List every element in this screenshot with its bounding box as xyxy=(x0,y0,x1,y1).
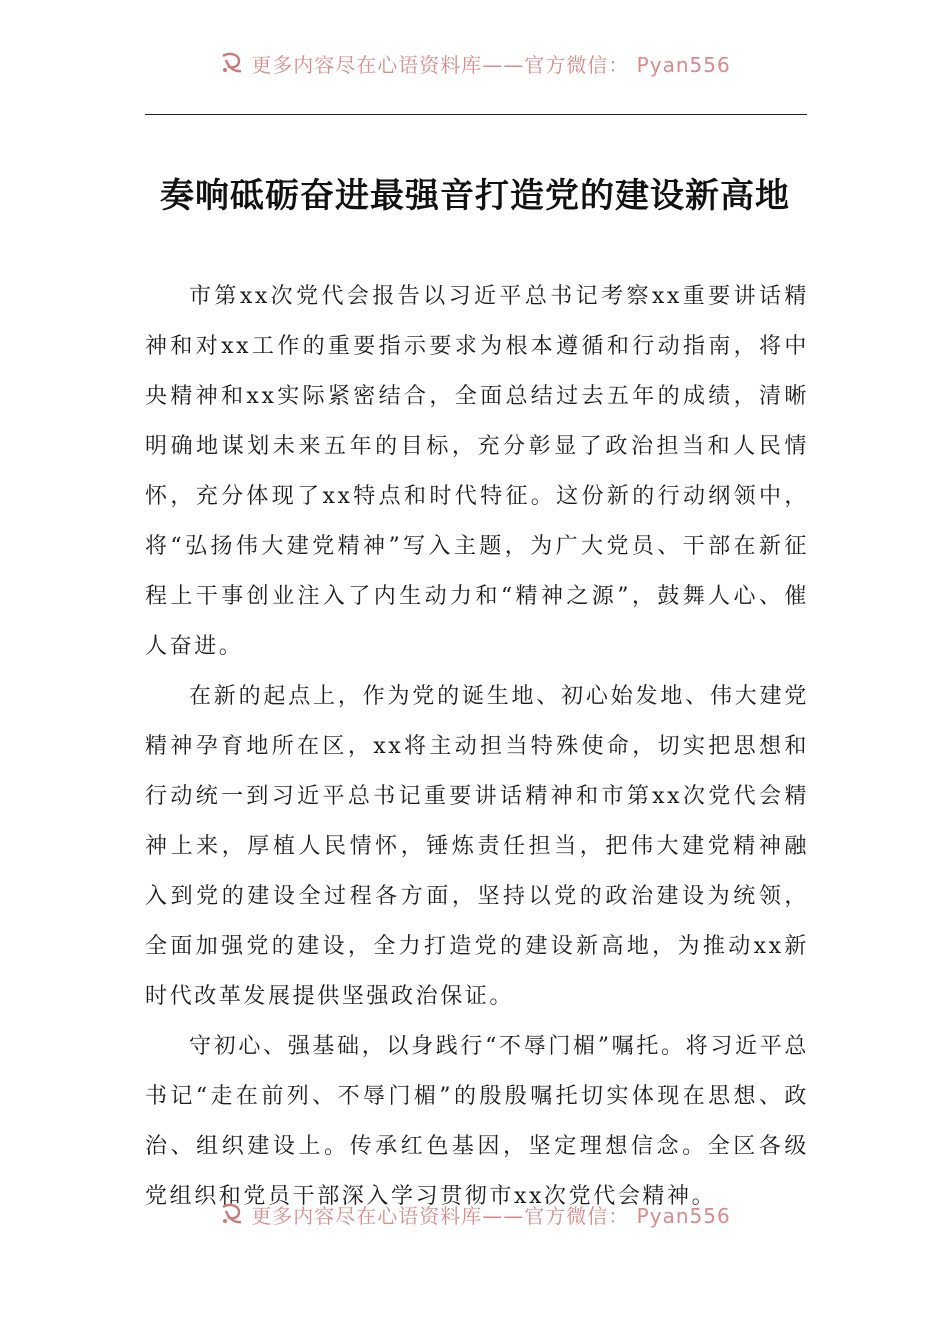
watermark-header xyxy=(0,52,950,86)
watermark-text: 更多内容尽在心语资料库——官方微信： Pyan556 xyxy=(251,1203,731,1228)
paragraph-2: 在新的起点上，作为党的诞生地、初心始发地、伟大建党精神孕育地所在区，xx将主动担当特殊使命，切实把思想和行动统一到习近平总书记重要讲话精神和市第xx次党代会精神上来，厚植人民情怀，锤炼责任担当，把伟大建党精神融入到党的建设全过程各方面，坚持以党的政治建设为统领，全面加强党的建设，全力打造党的建设新高地，为推动xx新时代改革发展提供坚强政治保证。 xyxy=(145,684,809,1009)
watermark-footer xyxy=(0,1203,950,1237)
paragraph-3: 守初心、强基础，以身践行“不辱门楣”嘱托。将习近平总书记“走在前列、不辱门楣”的殷殷嘱托切实体现在思想、政治、组织建设上。传承红色基因，坚定理想信念。全区各级党组织和党员干部深入学习贯彻市xx次党代会精神。 xyxy=(145,1034,809,1209)
header-divider xyxy=(145,114,807,115)
logo-icon xyxy=(219,1203,245,1227)
logo-icon xyxy=(219,52,245,76)
paragraph-1: 市第xx次党代会报告以习近平总书记考察xx重要讲话精神和对xx工作的重要指示要求为根本遵循和行动指南，将中央精神和xx实际紧密结合，全面总结过去五年的成绩，清晰明确地谋划未来五年的目标，充分彰显了政治担当和人民情怀，充分体现了xx特点和时代特征。这份新的行动纲领中，将“弘扬伟大建党精神”写入主题，为广大党员、干部在新征程上干事创业注入了内生动力和“精神之源”，鼓舞人心、催人奋进。 xyxy=(145,284,809,659)
document-title: 奏响砥砺奋进最强音打造党的建设新高地 xyxy=(160,176,790,216)
watermark-text: 更多内容尽在心语资料库——官方微信： Pyan556 xyxy=(251,52,731,77)
document-body xyxy=(145,272,809,1222)
